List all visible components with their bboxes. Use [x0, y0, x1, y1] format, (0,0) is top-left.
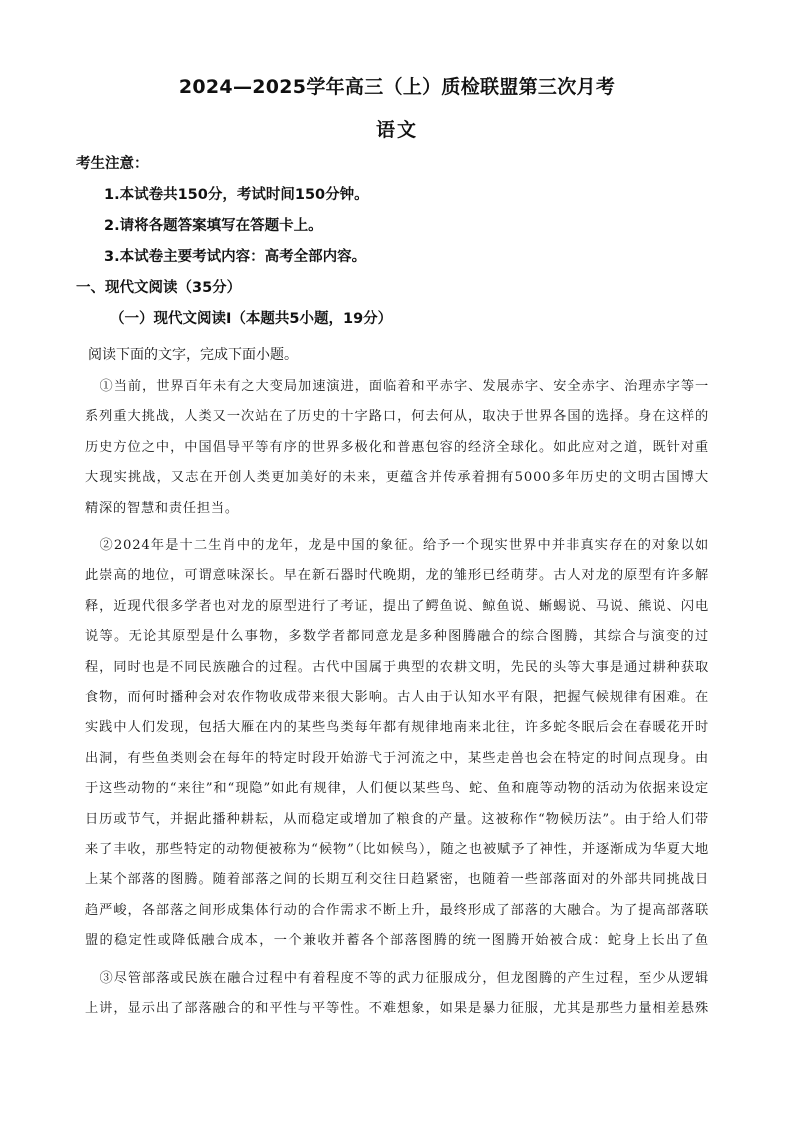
- reading-instruction: 阅读下面的文字，完成下面小题。: [88, 347, 298, 363]
- section-title: 一、现代文阅读（35分）: [76, 280, 242, 296]
- passage-paragraph-1: ①当前，世界百年未有之大变局加速演进，面临着和平赤字、发展赤字、安全赤字、治理赤字等一系列重大挑战，人类又一次站在了历史的十字路口，何去何从，取决于世界各国的选择。身在这样的历史方位之中，中国倡导平等有序的世界多极化和普惠包容的经济全球化。如此应对之道，既针对重大现实挑战，又志在开创人类更加美好的未来，更蕴含并传承着拥有5000多年历史的文明古国博大精深的智慧和责任担当。: [85, 379, 709, 516]
- notice-item-3: 3.本试卷主要考试内容：高考全部内容。: [104, 249, 367, 265]
- notice-item-1: 1.本试卷共150分，考试时间150分钟。: [104, 187, 369, 203]
- subject-title: 语文: [375, 119, 418, 141]
- exam-title: 2024—2025学年高三（上）质检联盟第三次月考: [178, 76, 616, 98]
- notice-heading: 考生注意：: [76, 156, 149, 172]
- passage-paragraph-2: ②2024年是十二生肖中的龙年，龙是中国的象征。给予一个现实世界中并非真实存在的对象以如此崇高的地位，可谓意味深长。早在新石器时代晚期，龙的雏形已经萌芽。古人对龙的原型有许多解释，近现代很多学者也对龙的原型进行了考证，提出了鳄鱼说、鲸鱼说、蜥蜴说、马说、熊说、闪电说等。无论其原型是什么事物，多数学者都同意龙是多种图腾融合的综合图腾，其综合与演变的过程，同时也是不同民族融合的过程。古代中国属于典型的农耕文明，先民的头等大事是通过耕种获取食物，而何时播种会对农作物收成带来很大影响。古人由于认知水平有限，把握气候规律有困难。在实践中人们发现，包括大雁在内的某些鸟类每年都有规律地南来北往，许多蛇冬眠后会在春暖花开时出洞，有些鱼类则会在每年的特定时段开始游弋于河流之中，某些走兽也会在特定的时间点现身。由于这些动物的“来往”和“现隐”如此有规律，人们便以某些鸟、蛇、鱼和鹿等动物的活动为依据来设定日历或节气，并据此播种耕耘，从而稳定或增加了粮食的产量。这被称作“物候历法”。由于给人们带来了丰收，那些特定的动物便被称为“候物”（比如候鸟），随之也被赋予了神性，并逐渐成为华夏大地上某个部落的图腾。随着部落之间的长期互利交往日趋紧密，也随着一些部落面对的外部共同挑战日趋严峻，各部落之间形成集体行动的合作需求不断上升，最终形成了部落的大融合。为了提高部落联盟的稳定性或降低融合成本，一个兼收并蓄各个部落图腾的统一图腾开始被合成：蛇身上长出了鱼: [85, 538, 709, 949]
- notice-item-2: 2.请将各题答案填写在答题卡上。: [104, 218, 323, 234]
- subsection-title: （一）现代文阅读Ⅰ（本题共5小题，19分）: [110, 311, 393, 327]
- passage-paragraph-3: ③尽管部落或民族在融合过程中有着程度不等的武力征服成分，但龙图腾的产生过程，至少从逻辑上讲，显示出了部落融合的和平性与平等性。不难想象，如果是暴力征服，尤其是那些力量相差悬殊: [85, 971, 709, 1017]
